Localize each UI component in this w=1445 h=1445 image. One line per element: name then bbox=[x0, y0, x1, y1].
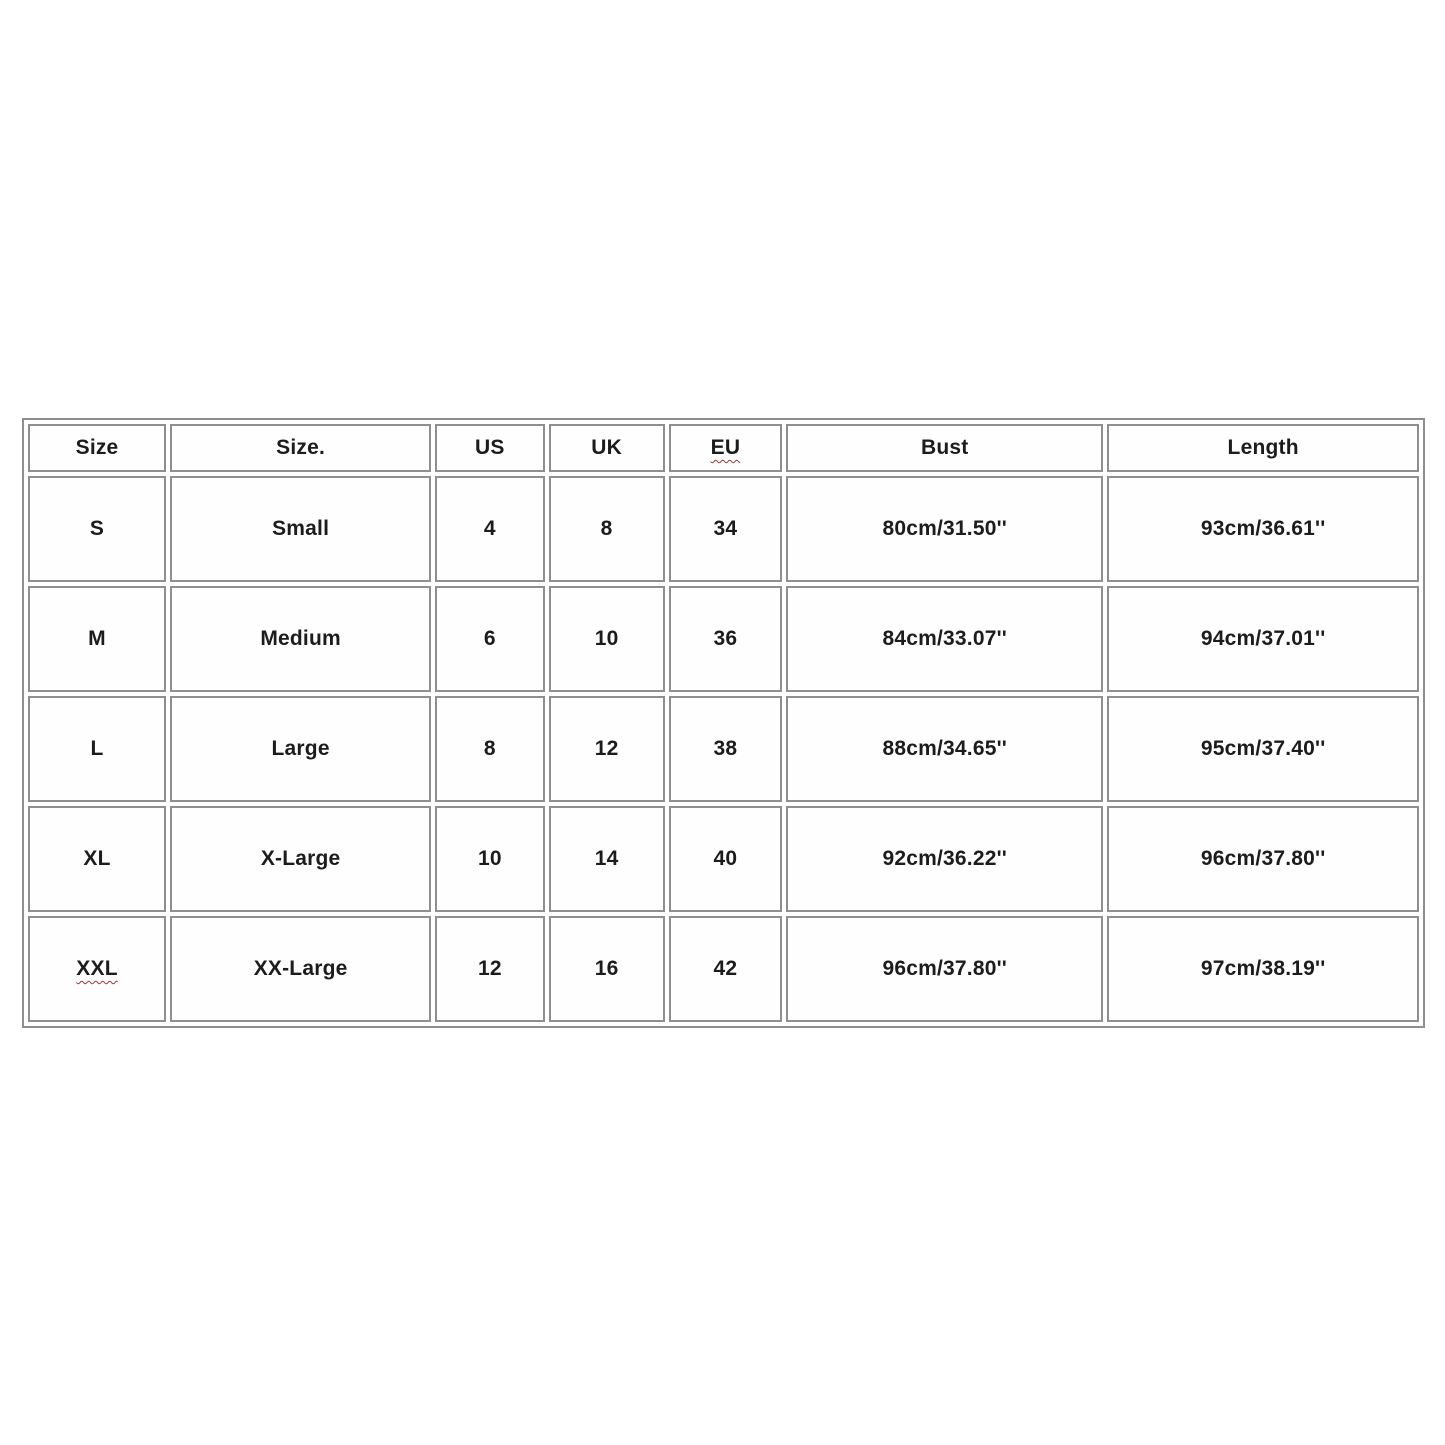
cell-xxl-length: 97cm/38.19'' bbox=[1107, 916, 1419, 1022]
cell-m-size: M bbox=[28, 586, 166, 692]
cell-s-us: 4 bbox=[435, 476, 544, 582]
cell-m-bust: 84cm/33.07'' bbox=[786, 586, 1103, 692]
cell-l-length: 95cm/37.40'' bbox=[1107, 696, 1419, 802]
cell-s-size: S bbox=[28, 476, 166, 582]
cell-s-bust: 80cm/31.50'' bbox=[786, 476, 1103, 582]
column-header-eu: EU bbox=[669, 424, 782, 472]
cell-xxl-size: XXL bbox=[28, 916, 166, 1022]
cell-xl-size: X-Large bbox=[170, 806, 431, 912]
cell-xl-us: 10 bbox=[435, 806, 544, 912]
cell-xxl-uk: 16 bbox=[549, 916, 665, 1022]
column-header-bust: Bust bbox=[786, 424, 1103, 472]
cell-s-uk: 8 bbox=[549, 476, 665, 582]
cell-l-size: Large bbox=[170, 696, 431, 802]
column-header-length: Length bbox=[1107, 424, 1419, 472]
table-row-m bbox=[28, 586, 1419, 692]
cell-xl-bust: 92cm/36.22'' bbox=[786, 806, 1103, 912]
cell-xl-length: 96cm/37.80'' bbox=[1107, 806, 1419, 912]
cell-xl-eu: 40 bbox=[669, 806, 782, 912]
size-chart-container bbox=[22, 418, 1425, 1028]
table-row-s bbox=[28, 476, 1419, 582]
cell-l-bust: 88cm/34.65'' bbox=[786, 696, 1103, 802]
cell-m-eu: 36 bbox=[669, 586, 782, 692]
cell-m-uk: 10 bbox=[549, 586, 665, 692]
cell-xxl-size: XX-Large bbox=[170, 916, 431, 1022]
table-row-l bbox=[28, 696, 1419, 802]
column-header-size: Size bbox=[28, 424, 166, 472]
size-chart-table bbox=[22, 418, 1425, 1028]
column-header-size: Size. bbox=[170, 424, 431, 472]
cell-s-size: Small bbox=[170, 476, 431, 582]
cell-l-uk: 12 bbox=[549, 696, 665, 802]
cell-xl-uk: 14 bbox=[549, 806, 665, 912]
cell-l-us: 8 bbox=[435, 696, 544, 802]
cell-m-us: 6 bbox=[435, 586, 544, 692]
cell-s-eu: 34 bbox=[669, 476, 782, 582]
cell-l-eu: 38 bbox=[669, 696, 782, 802]
cell-m-size: Medium bbox=[170, 586, 431, 692]
cell-xxl-us: 12 bbox=[435, 916, 544, 1022]
table-row-xxl bbox=[28, 916, 1419, 1022]
table-header-row bbox=[28, 424, 1419, 472]
cell-xxl-bust: 96cm/37.80'' bbox=[786, 916, 1103, 1022]
cell-m-length: 94cm/37.01'' bbox=[1107, 586, 1419, 692]
table-row-xl bbox=[28, 806, 1419, 912]
column-header-us: US bbox=[435, 424, 544, 472]
cell-l-size: L bbox=[28, 696, 166, 802]
cell-xl-size: XL bbox=[28, 806, 166, 912]
cell-s-length: 93cm/36.61'' bbox=[1107, 476, 1419, 582]
cell-xxl-eu: 42 bbox=[669, 916, 782, 1022]
column-header-uk: UK bbox=[549, 424, 665, 472]
